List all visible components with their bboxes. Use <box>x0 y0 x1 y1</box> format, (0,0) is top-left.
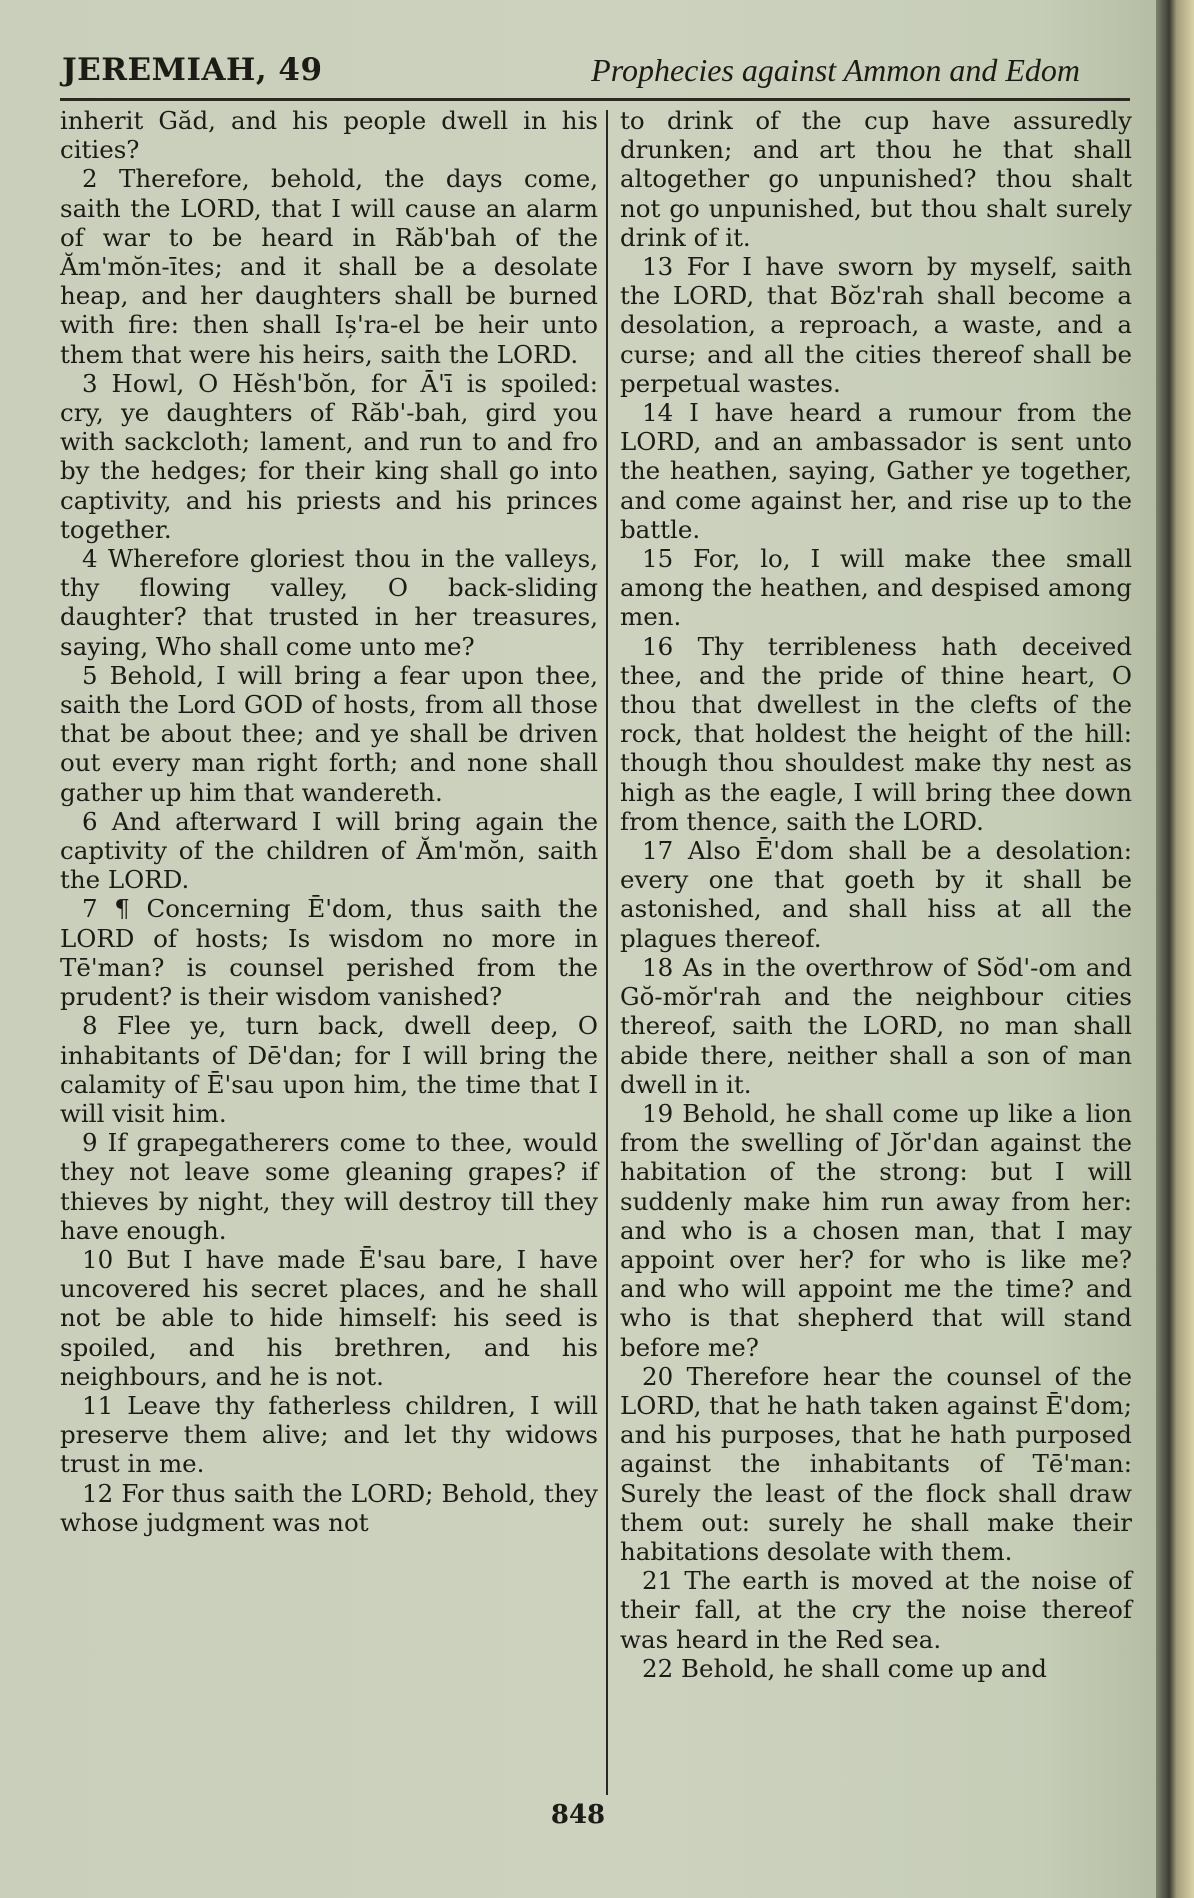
verse-4: 4 Wherefore gloriest thou in the valleys, thy flowing valley, O back-sliding daughter? that trusted in her treasures, saying, Who shall come unto me? <box>60 544 598 661</box>
verse-15: 15 For, lo, I will make thee small among the heathen, and despised among men. <box>620 544 1132 632</box>
verse-10: 10 But I have made Ē'sau bare, I have uncovered his secret places, and he shall not be able to hide himself: his seed is spoiled, and his brethren, and his neighbours, and he is not. <box>60 1244 598 1391</box>
running-head-book: JEREMIAH, 49 <box>62 52 323 88</box>
verse-3: 3 Howl, O Hĕsh'bŏn, for Ā'ī is spoiled: cry, ye daughters of Răb'-bah, gird you with sackcloth; lament, and run to and fro by the hedges; for their king shall go into captivity, and his priests and his princes together. <box>60 368 598 544</box>
verse-9: 9 If grapegatherers come to thee, would they not leave some gleaning grapes? if thieves by night, they will destroy till they have enough. <box>60 1128 598 1245</box>
column-divider <box>606 110 608 1795</box>
verse-6: 6 And afterward I will bring again the captivity of the children of Ăm'mŏn, saith the LORD. <box>60 806 598 895</box>
verse-continuation: to drink of the cup have assuredly drunken; and art thou he that shall altogether go unpunished? thou shalt not go unpunished, but thou shalt surely drink of it. <box>620 106 1132 252</box>
verse-17: 17 Also Ē'dom shall be a desolation: every one that goeth by it shall be astonished, and shall hiss at all the plagues thereof. <box>620 836 1132 953</box>
page-number: 848 <box>550 1800 606 1830</box>
verse-13: 13 For I have sworn by myself, saith the LORD, that Bŏz'rah shall become a desolation, a reproach, a waste, and a curse; and all the cities thereof shall be perpetual wastes. <box>620 252 1132 398</box>
verse-18: 18 As in the overthrow of Sŏd'-om and Gŏ-mŏr'rah and the neighbour cities thereof, saith the LORD, no man shall abide there, neither shall a son of man dwell in it. <box>620 952 1132 1099</box>
verse-14: 14 I have heard a rumour from the LORD, and an ambassador is sent unto the heathen, saying, Gather ye together, and come against her, and rise up to the battle. <box>620 398 1132 544</box>
left-column <box>60 106 598 1537</box>
right-column <box>620 106 1132 1683</box>
verse-8: 8 Flee ye, turn back, dwell deep, O inhabitants of Dē'dan; for I will bring the calamity of Ē'sau upon him, the time that I will visit him. <box>60 1011 598 1128</box>
verse-continuation: inherit Găd, and his people dwell in his cities? <box>60 106 598 165</box>
verse-19: 19 Behold, he shall come up like a lion from the swelling of Jŏr'dan against the habitation of the strong: but I will suddenly make him run away from her: and who is a chosen man, that I may appoint over her? for who is like me? and who will appoint me the time? and who is that shepherd that will stand before me? <box>620 1098 1132 1362</box>
verse-22: 22 Behold, he shall come up and <box>642 1653 1047 1683</box>
verse-20: 20 Therefore hear the counsel of the LORD, that he hath taken against Ē'dom; and his purposes, that he hath purposed against the inhabitants of Tē'man: Surely the least of the flock shall draw them out: surely he shall make their habitations desolate with them. <box>620 1361 1132 1566</box>
verse-21: 21 The earth is moved at the noise of their fall, at the cry the noise thereof was heard in the Red sea. <box>620 1566 1132 1654</box>
verse-12: 12 For thus saith the LORD; Behold, they whose judgment was not <box>60 1478 598 1537</box>
verse-7: 7 ¶ Concerning Ē'dom, thus saith the LORD of hosts; Is wisdom no more in Tē'man? is counsel perished from the prudent? is their wisdom vanished? <box>60 894 598 1012</box>
book-page-edge <box>1156 0 1194 1898</box>
running-head-title: Prophecies against Ammon and Edom <box>591 52 1080 88</box>
verse-11: 11 Leave thy fatherless children, I will preserve them alive; and let thy widows trust in me. <box>60 1390 598 1479</box>
verse-5: 5 Behold, I will bring a fear upon thee, saith the Lord GOD of hosts, from all those that be about thee; and ye shall be driven out every man right forth; and none shall gather up him that wandereth. <box>60 660 598 807</box>
verse-2: 2 Therefore, behold, the days come, saith the LORD, that I will cause an alarm of war to be heard in Răb'bah of the Ăm'mŏn-ītes; and it shall be a desolate heap, and her daughters shall be burned with fire: then shall Iș'ra-el be heir unto them that were his heirs, saith the LORD. <box>60 164 598 369</box>
header-rule <box>60 98 1130 101</box>
verse-16: 16 Thy terribleness hath deceived thee, and the pride of thine heart, O thou that dwellest in the clefts of the rock, that holdest the height of the hill: though thou shouldest make thy nest as high as the eagle, I will bring thee down from thence, saith the LORD. <box>620 631 1132 836</box>
